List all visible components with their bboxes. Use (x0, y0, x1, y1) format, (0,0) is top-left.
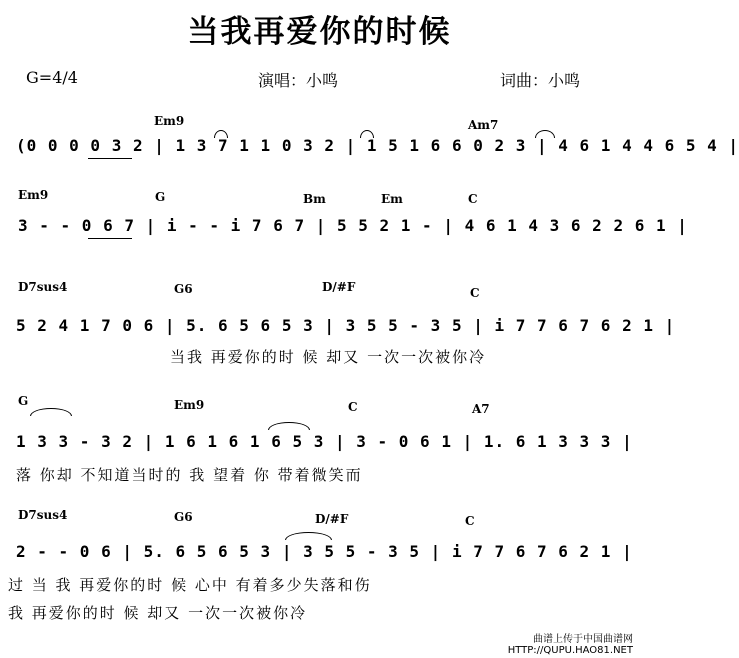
song-title: 当我再爱你的时候 (187, 14, 452, 50)
chord-label: Em9 (154, 114, 185, 128)
composer-credit: 词曲：小鸣 (500, 71, 581, 90)
notation-line: (0 0 0 0 3 2 | 1 3 7 1 1 0 3 2 | 1 5 1 6 6 0 2 3 | 4 6 1 4 4 6 5 4 | (16, 136, 739, 155)
beam-underline (88, 238, 132, 239)
chord-label: Em9 (18, 188, 49, 202)
tie-mark (535, 130, 555, 138)
watermark-line: 曲谱上传于中国曲谱网 (533, 634, 633, 645)
tie-mark (285, 532, 332, 540)
chord-label: D/#F (315, 512, 349, 526)
notation-line: 2 - - 0 6 | 5. 6 5 6 5 3 | 3 5 5 - 3 5 | i 7 7 6 7 6 2 1 | (16, 542, 633, 561)
chord-label: Bm (303, 192, 326, 206)
chord-label: Am7 (468, 118, 499, 132)
chord-label: C (348, 400, 358, 414)
lyric-line: 过 当 我 再爱你的时 候 心中 有着多少失落和伤 (8, 576, 372, 594)
lyric-line: 当我 再爱你的时 候 却又 一次一次被你冷 (170, 348, 487, 366)
chord-label: Em9 (174, 398, 205, 412)
chord-label: G (155, 190, 166, 204)
chord-label: Em (381, 192, 403, 206)
chord-label: D7sus4 (18, 280, 68, 294)
notation-line: 1 3 3 - 3 2 | 1 6 1 6 1 6 5 3 | 3 - 0 6 1 | 1. 6 1 3 3 3 | (16, 432, 633, 451)
key-time-signature: G=4/4 (26, 68, 78, 87)
chord-label: D7sus4 (18, 508, 68, 522)
source-watermark (508, 634, 633, 656)
beam-underline (88, 158, 132, 159)
lyric-line: 我 再爱你的时 候 却又 一次一次被你冷 (8, 604, 308, 622)
tie-mark (268, 422, 310, 430)
watermark-url: HTTP://QUPU.HAO81.NET (507, 645, 633, 656)
tie-mark (360, 130, 374, 138)
tie-mark (30, 408, 72, 416)
chord-label: G6 (174, 282, 193, 296)
tie-mark (214, 130, 228, 138)
chord-label: G (18, 394, 29, 408)
chord-label: C (465, 514, 475, 528)
singer-credit: 演唱：小鸣 (258, 71, 339, 90)
lyric-line: 落 你却 不知道当时的 我 望着 你 带着微笑而 (16, 466, 363, 484)
chord-label: D/#F (322, 280, 356, 294)
chord-label: C (468, 192, 478, 206)
notation-line: 3 - - 0 6 7 | i - - i 7 6 7 | 5 5 2 1 - | 4 6 1 4 3 6 2 2 6 1 | (18, 216, 688, 235)
notation-line: 5 2 4 1 7 0 6 | 5. 6 5 6 5 3 | 3 5 5 - 3 5 | i 7 7 6 7 6 2 1 | (16, 316, 676, 335)
chord-label: G6 (174, 510, 193, 524)
chord-label: A7 (472, 402, 490, 416)
chord-label: C (470, 286, 480, 300)
